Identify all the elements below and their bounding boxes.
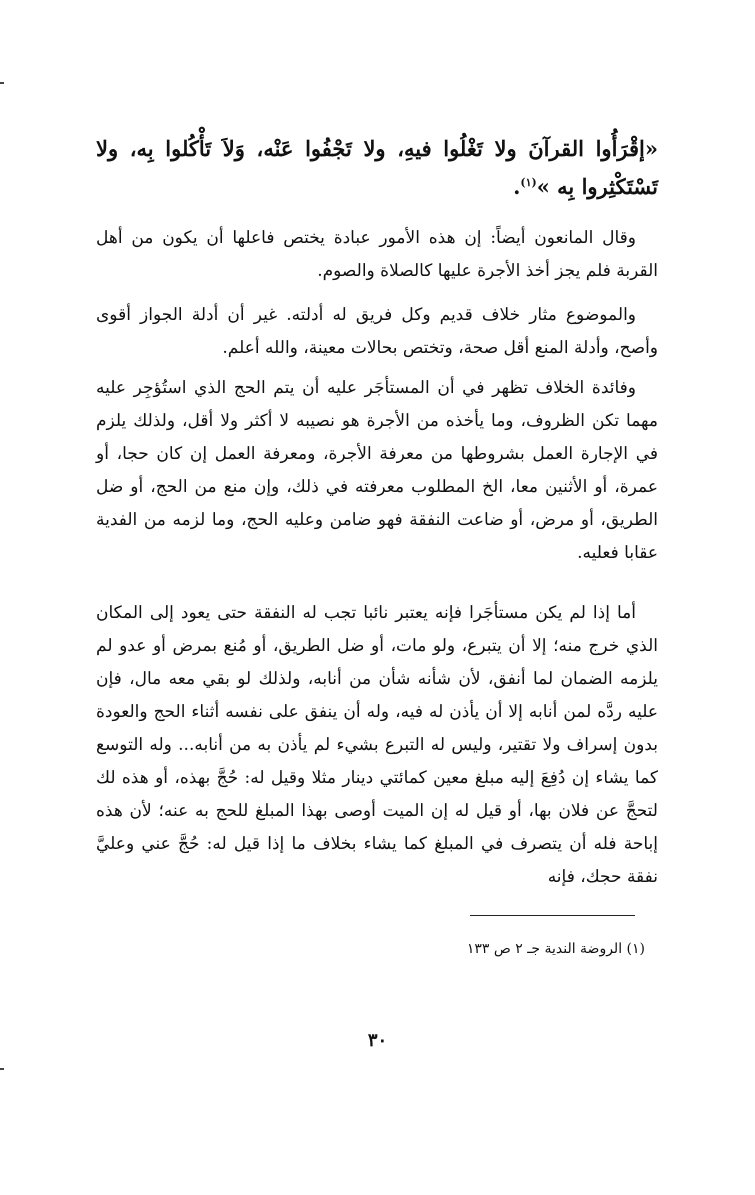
page-number: ٣٠ <box>367 1030 388 1051</box>
paragraph-3-text: وفائدة الخلاف تظهر في أن المستأجَر عليه أن يتم الحج الذي استُؤجِر عليه مهما تكن الظروف، وما يأخذه من الأجرة هو نصيبه لا أكثر ولا أقل، ولذلك يلزم في الإجارة العمل بشروطها من معرفة الأجرة، ومعرفة العمل إن كان حجا، أو عمرة، أو الأثنين معا، الخ المطلوب معرفته في ذلك، وإن منع من الحج، أو ضل الطريق، أو مرض، أو ضاعت النفقة فهو ضامن وعليه الحج، وما لزمه من الفدية عقابا فعليه. <box>96 378 658 563</box>
footnote: (١) الروضة الندية جـ ٢ ص ١٣٣ <box>466 941 645 957</box>
paragraph-3 <box>96 372 658 570</box>
scan-edge-mark <box>0 82 4 84</box>
paragraph-4-text: أما إذا لم يكن مستأجَرا فإنه يعتبر نائبا تجب له النفقة حتى يعود إلى المكان الذي خرج منه؛ إلا أن يتبرع، ولو مات، أو ضل الطريق، أو مُنع بمرض أو عدو لم يلزمه الضمان لما أنفق، لأن شأنه شأن من أنابه، ولذلك لو بقي معه مال، فإن عليه ردَّه لمن أنابه إلا أن يأذن له فيه، وله أن ينفق على نفسه أثناء الحج والعودة بدون إسراف ولا تقتير، وليس له التبرع بشيء لم يأذن به من أنابه... وله التوسع كما يشاء إن دُفِعَ إليه مبلغ معين كمائتي دينار مثلا وقيل له: حُجَّ بهذه، أو هذه لك لتحجَّ عن فلان بها، أو قيل له إن الميت أوصى بهذا المبلغ للحج به عنه؛ لأن هذه إباحة فله أن يتصرف في المبلغ كما يشاء بخلاف ما إذا قيل له: حُجَّ عني وعليَّ نفقة حجك، فإنه <box>96 603 658 887</box>
paragraph-2 <box>96 299 658 365</box>
footnote-reference: (١) <box>520 176 537 189</box>
hadith-quote-end: . <box>513 174 521 199</box>
hadith-quote-text: «إقْرَأُوا القرآنَ ولا تَغْلُوا فيهِ، ولا تَجْفُوا عَنْه، وَلاَ تَأْكُلوا بِه، ولا تَسْتَكْثِروا بِه » <box>96 136 658 199</box>
paragraph-2-text: والموضوع مثار خلاف قديم وكل فريق له أدلته. غير أن أدلة الجواز أقوى وأصح، وأدلة المنع أقل صحة، وتختص بحالات معينة، والله أعلم. <box>96 305 658 358</box>
footnote-separator <box>470 915 635 916</box>
hadith-quote <box>96 132 658 204</box>
scan-edge-mark <box>0 1068 4 1070</box>
paragraph-1-text: وقال المانعون أيضاً: إن هذه الأمور عبادة يختص فاعلها أن يكون من أهل القربة فلم يجز أخذ الأجرة عليها كالصلاة والصوم. <box>96 228 658 281</box>
paragraph-4 <box>96 597 658 894</box>
paragraph-1 <box>96 222 658 288</box>
